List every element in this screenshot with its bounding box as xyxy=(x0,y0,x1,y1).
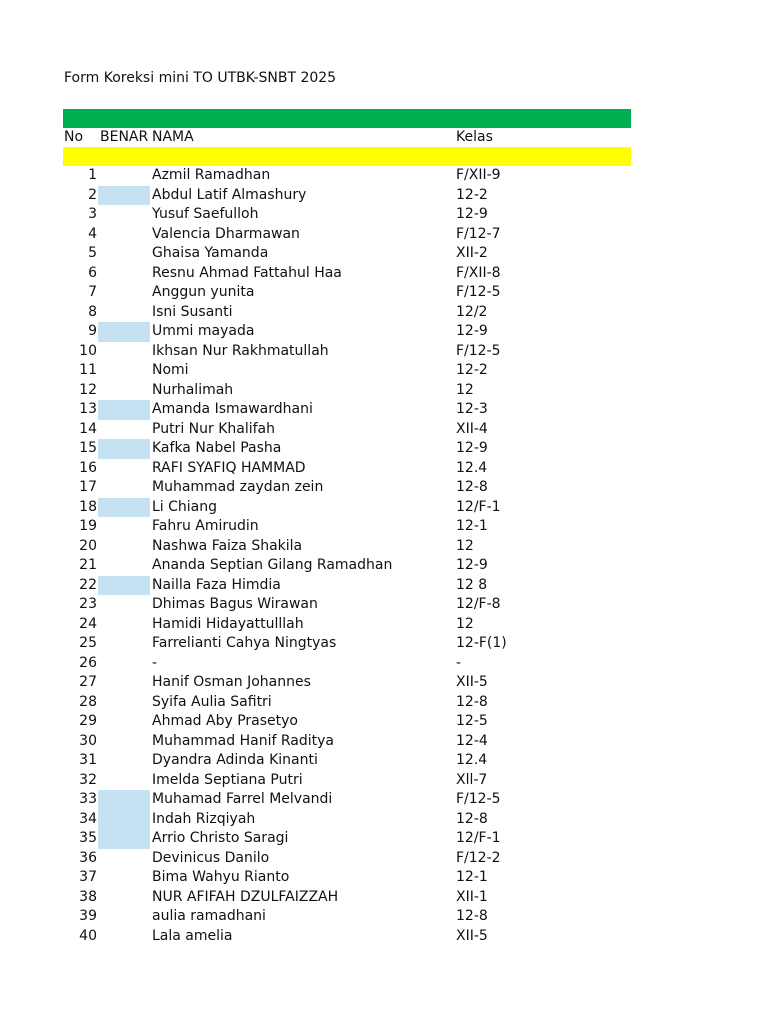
table-row xyxy=(0,186,768,206)
row-nama: - xyxy=(152,654,158,671)
table-row xyxy=(0,381,768,401)
benar-cell[interactable] xyxy=(98,283,150,303)
row-kelas: F/XII-9 xyxy=(456,167,501,183)
benar-cell[interactable] xyxy=(98,829,150,849)
row-no: 5 xyxy=(88,245,97,261)
row-kelas: 12 xyxy=(456,537,474,554)
table-row xyxy=(0,361,768,381)
row-kelas: 12-9 xyxy=(456,206,488,222)
row-no: 38 xyxy=(79,888,97,905)
benar-cell[interactable] xyxy=(98,420,150,440)
row-nama: Bima Wahyu Rianto xyxy=(152,869,290,885)
row-no: 23 xyxy=(79,596,97,612)
row-no: 26 xyxy=(79,654,97,671)
column-header-row xyxy=(0,128,768,147)
benar-cell[interactable] xyxy=(98,166,150,186)
row-no: 40 xyxy=(79,927,97,944)
row-no: 13 xyxy=(79,401,97,417)
row-kelas: 12/F-1 xyxy=(456,498,501,515)
table-row xyxy=(0,576,768,596)
header-color-bar xyxy=(63,109,631,128)
row-kelas: 12-8 xyxy=(456,479,488,495)
row-kelas: 12 xyxy=(456,615,474,632)
benar-cell[interactable] xyxy=(98,576,150,596)
benar-cell[interactable] xyxy=(98,381,150,401)
row-kelas: F/12-5 xyxy=(456,284,501,300)
table-row xyxy=(0,264,768,284)
table-row xyxy=(0,595,768,615)
row-no: 21 xyxy=(79,557,97,573)
row-no: 30 xyxy=(79,732,97,749)
table-row xyxy=(0,790,768,810)
table-row xyxy=(0,244,768,264)
row-no: 6 xyxy=(88,264,97,281)
table-row xyxy=(0,693,768,713)
row-no: 20 xyxy=(79,537,97,554)
benar-cell[interactable] xyxy=(98,771,150,791)
table-row xyxy=(0,732,768,752)
row-nama: Dyandra Adinda Kinanti xyxy=(152,752,318,768)
row-kelas: F/12-5 xyxy=(456,342,501,359)
row-kelas: F/12-2 xyxy=(456,849,501,866)
table-row xyxy=(0,907,768,927)
row-no: 3 xyxy=(88,206,97,222)
benar-cell[interactable] xyxy=(98,615,150,635)
table-row xyxy=(0,322,768,342)
row-kelas: F/12-7 xyxy=(456,225,501,242)
row-nama: Ghaisa Yamanda xyxy=(152,245,269,261)
table-row xyxy=(0,303,768,323)
row-nama: Abdul Latif Almashury xyxy=(152,186,307,203)
table-row xyxy=(0,342,768,362)
table-row xyxy=(0,771,768,791)
row-kelas: 12/2 xyxy=(456,303,488,320)
row-nama: Imelda Septiana Putri xyxy=(152,771,303,788)
row-nama: RAFI SYAFIQ HAMMAD xyxy=(152,459,306,476)
benar-cell[interactable] xyxy=(98,868,150,888)
table-row xyxy=(0,439,768,459)
column-header-kelas: Kelas xyxy=(456,129,493,145)
table-row xyxy=(0,517,768,537)
row-nama: Dhimas Bagus Wirawan xyxy=(152,596,318,612)
row-nama: Arrio Christo Saragi xyxy=(152,830,289,846)
row-nama: Devinicus Danilo xyxy=(152,849,270,866)
row-no: 14 xyxy=(79,420,97,437)
row-kelas: 12-4 xyxy=(456,732,488,749)
row-kelas: 12-2 xyxy=(456,186,488,203)
benar-cell[interactable] xyxy=(98,751,150,771)
row-nama: Isni Susanti xyxy=(152,303,233,320)
row-nama: Ikhsan Nur Rakhmatullah xyxy=(152,342,329,359)
row-kelas: 12-8 xyxy=(456,693,488,710)
row-no: 31 xyxy=(79,752,97,768)
row-no: 15 xyxy=(79,440,97,456)
table-row xyxy=(0,478,768,498)
student-list xyxy=(0,166,768,946)
table-row xyxy=(0,868,768,888)
table-row xyxy=(0,712,768,732)
row-kelas: 12-8 xyxy=(456,908,488,924)
row-nama: Hanif Osman Johannes xyxy=(152,674,311,690)
row-kelas: 12-1 xyxy=(456,869,488,885)
row-kelas: XII-2 xyxy=(456,245,488,261)
row-kelas: XII-4 xyxy=(456,420,488,437)
table-row xyxy=(0,166,768,186)
row-nama: NUR AFIFAH DZULFAIZZAH xyxy=(152,888,339,905)
benar-cell[interactable] xyxy=(98,439,150,459)
benar-cell[interactable] xyxy=(98,400,150,420)
row-nama: Muhammad Hanif Raditya xyxy=(152,732,334,749)
row-kelas: 12 8 xyxy=(456,576,488,593)
row-no: 12 xyxy=(79,381,97,398)
benar-cell[interactable] xyxy=(98,498,150,518)
benar-cell[interactable] xyxy=(98,244,150,264)
benar-cell[interactable] xyxy=(98,634,150,654)
row-kelas: 12-5 xyxy=(456,713,488,729)
row-no: 17 xyxy=(79,479,97,495)
benar-cell[interactable] xyxy=(98,654,150,674)
benar-cell[interactable] xyxy=(98,205,150,225)
row-kelas: 12-8 xyxy=(456,810,488,827)
row-kelas: XII-5 xyxy=(456,927,488,944)
benar-cell[interactable] xyxy=(98,303,150,323)
benar-cell[interactable] xyxy=(98,673,150,693)
row-kelas: 12 xyxy=(456,381,474,398)
row-no: 1 xyxy=(88,167,97,183)
benar-cell[interactable] xyxy=(98,459,150,479)
row-nama: Putri Nur Khalifah xyxy=(152,420,275,437)
row-kelas: 12.4 xyxy=(456,459,488,476)
row-no: 39 xyxy=(79,908,97,924)
row-no: 36 xyxy=(79,849,97,866)
benar-cell[interactable] xyxy=(98,810,150,830)
row-nama: Amanda Ismawardhani xyxy=(152,401,313,417)
table-row xyxy=(0,634,768,654)
row-kelas: 12-3 xyxy=(456,401,488,417)
row-no: 33 xyxy=(79,791,97,807)
row-nama: Resnu Ahmad Fattahul Haa xyxy=(152,264,342,281)
row-kelas: 12-9 xyxy=(456,440,488,456)
row-no: 7 xyxy=(88,284,97,300)
row-kelas: 12-9 xyxy=(456,323,488,339)
table-row xyxy=(0,829,768,849)
row-no: 16 xyxy=(79,459,97,476)
row-kelas: 12-F(1) xyxy=(456,635,507,651)
benar-cell[interactable] xyxy=(98,342,150,362)
row-no: 24 xyxy=(79,615,97,632)
table-row xyxy=(0,498,768,518)
row-nama: Nomi xyxy=(152,362,189,378)
row-nama: Lala amelia xyxy=(152,927,233,944)
row-no: 27 xyxy=(79,674,97,690)
row-nama: Valencia Dharmawan xyxy=(152,225,300,242)
row-kelas: F/XII-8 xyxy=(456,264,501,281)
benar-cell[interactable] xyxy=(98,478,150,498)
row-no: 4 xyxy=(88,225,97,242)
table-row xyxy=(0,459,768,479)
table-row xyxy=(0,205,768,225)
table-row xyxy=(0,400,768,420)
benar-cell[interactable] xyxy=(98,517,150,537)
benar-cell[interactable] xyxy=(98,927,150,947)
benar-cell[interactable] xyxy=(98,186,150,206)
table-row xyxy=(0,225,768,245)
table-row xyxy=(0,673,768,693)
benar-cell[interactable] xyxy=(98,322,150,342)
row-no: 10 xyxy=(79,342,97,359)
row-nama: Kafka Nabel Pasha xyxy=(152,440,282,456)
row-no: 19 xyxy=(79,518,97,534)
row-nama: Hamidi Hidayattulllah xyxy=(152,615,304,632)
row-no: 9 xyxy=(88,323,97,339)
row-kelas: XII-5 xyxy=(456,674,488,690)
row-kelas: 12-2 xyxy=(456,362,488,378)
row-kelas: - xyxy=(456,654,462,671)
row-kelas: XII-1 xyxy=(456,888,488,905)
table-row xyxy=(0,751,768,771)
row-nama: Nailla Faza Himdia xyxy=(152,576,281,593)
column-header-nama: NAMA xyxy=(152,129,194,145)
table-row xyxy=(0,556,768,576)
benar-cell[interactable] xyxy=(98,537,150,557)
row-no: 25 xyxy=(79,635,97,651)
benar-cell[interactable] xyxy=(98,693,150,713)
row-no: 37 xyxy=(79,869,97,885)
benar-cell[interactable] xyxy=(98,790,150,810)
benar-cell[interactable] xyxy=(98,888,150,908)
row-kelas: Xll-7 xyxy=(456,771,488,788)
row-kelas: 12.4 xyxy=(456,752,488,768)
row-nama: Ahmad Aby Prasetyo xyxy=(152,713,298,729)
row-kelas: 12/F-1 xyxy=(456,830,501,846)
table-row xyxy=(0,927,768,947)
row-nama: Fahru Amirudin xyxy=(152,518,259,534)
row-nama: Azmil Ramadhan xyxy=(152,167,271,183)
table-row xyxy=(0,537,768,557)
row-nama: Muhammad zaydan zein xyxy=(152,479,324,495)
row-no: 34 xyxy=(79,810,97,827)
row-no: 22 xyxy=(79,576,97,593)
column-header-benar: BENAR xyxy=(100,129,149,145)
row-no: 28 xyxy=(79,693,97,710)
row-nama: Ummi mayada xyxy=(152,323,255,339)
table-row xyxy=(0,654,768,674)
row-nama: Farrelianti Cahya Ningtyas xyxy=(152,635,337,651)
table-row xyxy=(0,420,768,440)
row-no: 8 xyxy=(88,303,97,320)
row-nama: Nurhalimah xyxy=(152,381,234,398)
benar-cell[interactable] xyxy=(98,264,150,284)
table-row xyxy=(0,283,768,303)
table-row xyxy=(0,888,768,908)
benar-cell[interactable] xyxy=(98,732,150,752)
benar-cell[interactable] xyxy=(98,907,150,927)
benar-cell[interactable] xyxy=(98,556,150,576)
row-no: 18 xyxy=(79,498,97,515)
page-title: Form Koreksi mini TO UTBK-SNBT 2025 xyxy=(64,70,337,86)
benar-cell[interactable] xyxy=(98,849,150,869)
sub-header-color-bar xyxy=(63,147,631,166)
column-header-no: No xyxy=(64,129,84,145)
benar-cell[interactable] xyxy=(98,361,150,381)
row-kelas: 12-9 xyxy=(456,557,488,573)
row-kelas: 12-1 xyxy=(456,518,488,534)
row-nama: Li Chiang xyxy=(152,498,218,515)
row-no: 11 xyxy=(79,362,97,378)
row-nama: Muhamad Farrel Melvandi xyxy=(152,791,333,807)
row-no: 32 xyxy=(79,771,97,788)
table-row xyxy=(0,615,768,635)
row-nama: Syifa Aulia Safitri xyxy=(152,693,272,710)
row-nama: Nashwa Faiza Shakila xyxy=(152,537,303,554)
table-row xyxy=(0,849,768,869)
row-nama: aulia ramadhani xyxy=(152,908,266,924)
row-kelas: F/12-5 xyxy=(456,791,501,807)
row-nama: Yusuf Saefulloh xyxy=(152,206,259,222)
row-kelas: 12/F-8 xyxy=(456,596,501,612)
row-no: 29 xyxy=(79,713,97,729)
row-nama: Anggun yunita xyxy=(152,284,255,300)
benar-cell[interactable] xyxy=(98,225,150,245)
benar-cell[interactable] xyxy=(98,595,150,615)
table-row xyxy=(0,810,768,830)
row-no: 35 xyxy=(79,830,97,846)
row-nama: Indah Rizqiyah xyxy=(152,810,256,827)
row-no: 2 xyxy=(88,186,97,203)
row-nama: Ananda Septian Gilang Ramadhan xyxy=(152,557,393,573)
benar-cell[interactable] xyxy=(98,712,150,732)
